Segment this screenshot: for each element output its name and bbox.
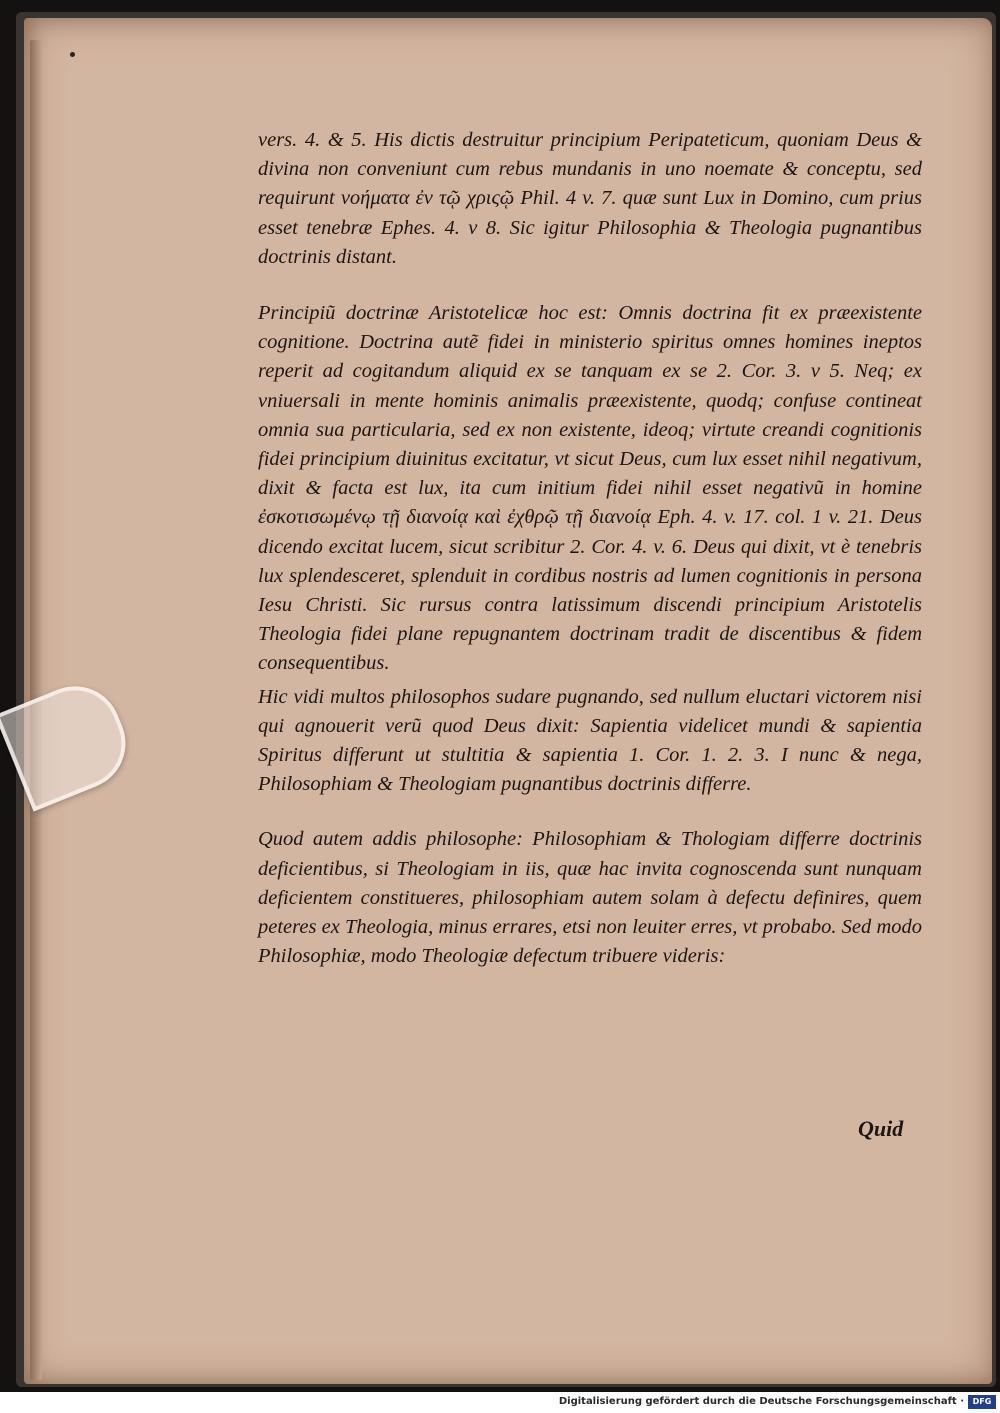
corner-mark xyxy=(70,52,75,57)
dfg-logo-icon: DFG xyxy=(968,1395,996,1409)
paragraph-1: vers. 4. & 5. His dictis destruitur principium Peripateticum, quoniam Deus & divina non conveniunt cum rebus mundanis in uno noemate & conceptu, sed requirunt νοήματα ἐν τῷ χριςῷ Phil. 4 v. 7. quæ sunt Lux in Domino, cum prius esset tenebræ Ephes. 4. v 8. Sic igitur Philosophia & Theologia pugnantibus doctrinis distant. xyxy=(258,129,922,268)
footer-bar xyxy=(0,1392,1000,1413)
paragraph-4: Quod autem addis philosophe: Philosophiam & Thologiam differre doctrinis deficientibus, si Theologiam in iis, quæ hac invita cognoscenda sunt nunquam deficientem constitueres, philosophiam autem solam à defectu definires, quem peteres ex Theologia, minus errares, etsi non leuiter erres, vt probabo. Sed modo Philosophiæ, modo Theologiæ defectum tribuere videris: xyxy=(258,828,922,968)
catchword: Quid xyxy=(858,1116,904,1141)
footer-credit: Digitalisierung gefördert durch die Deutsche Forschungsgemeinschaft · xyxy=(558,1396,964,1407)
paragraph-2: Principiũ doctrinæ Aristotelicæ hoc est: Omnis doctrina fit ex præexistente cognitione. Doctrina autẽ fidei in ministerio spiritus omnes homines ineptos reperit ad cogitandum aliquid ex se tanquam ex se 2. Cor. 3. v 5. Neq; ex vniuersali in mente hominis animalis præexistente, quodq; confuse contineat omnia sua particularia, sed ex non existente, ideoq; virtute creandi cognitionis fidei principium diuinitus excitatur, vt sicut Deus, cum lux esset nihil negativum, dixit & facta est lux, ita cum initium fidei nihil esset negativũ in homine ἐσκοτισωμένῳ τῇ διανοίᾳ καὶ ἐχθρῷ τῇ διανοίᾳ Eph. 4. v. 17. col. 1 v. 21. Deus dicendo excitat lucem, sicut scribitur 2. Cor. 4. v. 6. Deus qui dixit, vt è tenebris lux splendesceret, splenduit in cordibus nostris ad lumen cognitionis in persona Iesu Christi. Sic rursus contra latissimum discendi principium Aristotelis Theologia fidei plane repugnantem doctrinam tradit de discentibus & fidem consequentibus. xyxy=(258,302,922,675)
page-text xyxy=(258,126,922,971)
paragraph-3: Hic vidi multos philosophos sudare pugnando, sed nullum eluctari victorem nisi qui agnouerit verũ quod Deus dixit: Sapientia videlicet mundi & sapientia Spiritus differunt ut stultitia & sapientia 1. Cor. 1. 2. 3. I nunc & nega, Philosophiam & Theologiam pugnantibus doctrinis differre. xyxy=(258,685,922,796)
